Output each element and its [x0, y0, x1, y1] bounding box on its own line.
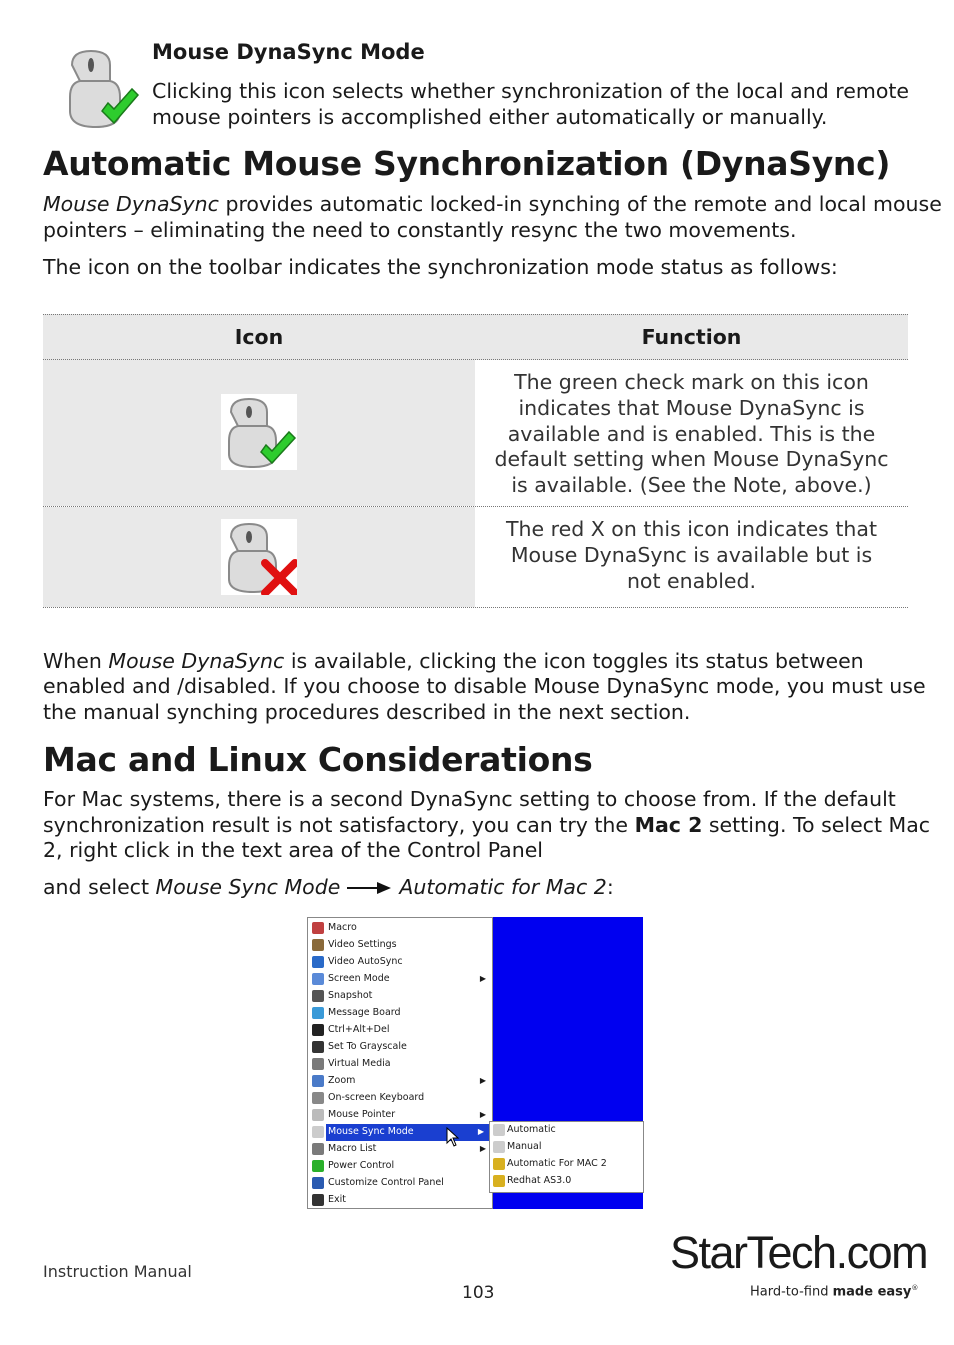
header-function: Function — [641, 325, 742, 349]
intro-line-2: mouse pointers is accomplished either automatically or manually. — [152, 105, 828, 129]
table-row — [43, 360, 908, 507]
menu-item-label: Customize Control Panel — [328, 1177, 444, 1188]
menu-item-label: Zoom — [328, 1075, 356, 1086]
function-line: The red X on this icon indicates that — [505, 517, 878, 541]
grayscale-icon — [312, 1041, 324, 1053]
mac-para-line-1: For Mac systems, there is a second DynaSync setting to choose from. If the default — [43, 787, 896, 811]
menu-item-video-autosync[interactable] — [308, 954, 492, 971]
menu-item-ctrl-alt-del[interactable] — [308, 1022, 492, 1039]
heading-mac-linux: Mac and Linux Considerations — [43, 740, 593, 779]
submenu-arrow-icon: ▶ — [479, 1144, 486, 1153]
menu-item-label: Video AutoSync — [328, 956, 403, 967]
mac-text: : — [606, 875, 614, 899]
function-line: available and is enabled. This is the — [507, 421, 876, 446]
mac-para-line-4 — [43, 874, 614, 900]
customize-icon — [312, 1177, 324, 1189]
menu-item-label: Exit — [328, 1194, 346, 1205]
pointer-icon — [312, 1109, 324, 1121]
header-icon: Icon — [234, 325, 284, 349]
menu-item-macro[interactable] — [308, 920, 492, 937]
intro-line-1: Clicking this icon selects whether synchronization of the local and remote — [152, 79, 910, 103]
menu-item-grayscale[interactable] — [308, 1039, 492, 1056]
menu-item-label: Set To Grayscale — [328, 1041, 407, 1052]
keys-icon — [312, 1024, 324, 1036]
function-line: The green check mark on this icon — [514, 370, 869, 394]
menu-item-mouse-sync-mode[interactable] — [326, 1124, 490, 1141]
dynasync-para-2: The icon on the toolbar indicates the synchronization mode status as follows: — [43, 255, 838, 279]
menu-item-label: Video Settings — [328, 939, 397, 950]
footer-doc-label: Instruction Manual — [43, 1262, 192, 1281]
menu-path-2: Automatic for Mac 2 — [399, 875, 607, 899]
submenu-item-label: Automatic For MAC 2 — [507, 1158, 607, 1169]
table-icon-cell — [43, 507, 475, 607]
menu-item-onscreen-keyboard[interactable] — [308, 1090, 492, 1107]
power-icon — [312, 1160, 324, 1172]
function-line: default setting when Mouse DynaSync — [494, 447, 889, 472]
toggle-italic: Mouse DynaSync — [108, 649, 285, 673]
submenu-item-manual[interactable] — [490, 1139, 640, 1156]
autosync-icon — [312, 956, 324, 968]
mouse-check-icon — [221, 394, 297, 470]
submenu-item-label: Manual — [507, 1141, 542, 1152]
toggle-para-line-3: the manual synching procedures described in the next section. — [43, 700, 691, 724]
mouse-check-icon — [493, 1124, 505, 1136]
mouse-sync-icon — [312, 1126, 324, 1138]
status-table — [43, 314, 908, 608]
tagline-bold: made easy — [832, 1284, 912, 1300]
mouse-cursor-icon — [446, 1127, 460, 1147]
mouse-dynasync-enabled-icon — [62, 45, 140, 131]
intro-title: Mouse DynaSync Mode — [152, 40, 425, 64]
heading-dynasync: Automatic Mouse Synchronization (DynaSync) — [43, 144, 891, 183]
menu-item-label: Macro List — [328, 1143, 377, 1154]
submenu-item-label: Automatic — [507, 1124, 556, 1135]
menu-item-customize[interactable] — [308, 1175, 492, 1192]
submenu-arrow-icon: ▶ — [479, 1076, 486, 1085]
mac-para-line-3: 2, right click in the text area of the Control Panel — [43, 838, 544, 862]
menu-item-mouse-pointer[interactable] — [308, 1107, 492, 1124]
list-icon — [312, 1143, 324, 1155]
menu-item-label: Mouse Pointer — [328, 1109, 396, 1120]
submenu-item-redhat[interactable] — [490, 1173, 640, 1190]
submenu-item-label: Redhat AS3.0 — [507, 1175, 572, 1186]
dynasync-para-1 — [43, 191, 942, 217]
menu-item-zoom[interactable] — [308, 1073, 492, 1090]
menu-item-video-settings[interactable] — [308, 937, 492, 954]
wrench-icon — [312, 939, 324, 951]
toggle-text: is available, clicking the icon toggles its status between — [284, 649, 864, 673]
menu-item-label: Message Board — [328, 1007, 401, 1018]
submenu-arrow-icon: ▶ — [477, 1127, 484, 1136]
toggle-para-line-1 — [43, 648, 864, 674]
mac-text: synchronization result is not satisfactory, you can try the — [43, 813, 635, 837]
menu-path-1: Mouse Sync Mode — [155, 875, 341, 899]
macro-icon — [312, 922, 324, 934]
mac-icon — [493, 1158, 505, 1170]
mac2-bold: Mac 2 — [634, 813, 703, 837]
menu-item-label: Virtual Media — [328, 1058, 391, 1069]
menu-item-label: Power Control — [328, 1160, 395, 1171]
submenu-item-automatic-mac2[interactable] — [490, 1156, 640, 1173]
mac-text: setting. To select Mac — [702, 813, 931, 837]
page-number: 103 — [462, 1283, 495, 1303]
context-menu — [307, 917, 493, 1209]
menu-item-macro-list[interactable] — [308, 1141, 492, 1158]
arrow-right-icon — [347, 881, 393, 895]
tagline-text: Hard-to-find — [750, 1284, 833, 1300]
submenu-item-automatic[interactable] — [490, 1122, 640, 1139]
table-function-cell — [475, 507, 908, 607]
table-header — [43, 314, 908, 360]
message-icon — [312, 1007, 324, 1019]
menu-item-label: Screen Mode — [328, 973, 390, 984]
table-function-cell — [475, 360, 908, 506]
function-line: not enabled. — [626, 568, 757, 593]
menu-item-label: Snapshot — [328, 990, 373, 1001]
function-line: indicates that Mouse DynaSync is — [518, 395, 865, 420]
menu-item-label: Macro — [328, 922, 357, 933]
submenu-arrow-icon: ▶ — [479, 974, 486, 983]
menu-item-exit[interactable] — [308, 1192, 492, 1209]
dynasync-italic: Mouse DynaSync — [43, 192, 219, 216]
dynasync-para-1-rest: provides automatic locked-in synching of the remote and local mouse — [218, 192, 942, 216]
menu-item-label: On-screen Keyboard — [328, 1092, 425, 1103]
mac-para-line-2 — [43, 812, 930, 838]
exit-icon — [312, 1194, 324, 1206]
function-line: is available. (See the Note, above.) — [511, 473, 872, 498]
function-line: Mouse DynaSync is available but is — [510, 542, 873, 567]
mac-text: and select — [43, 875, 156, 899]
keyboard-icon — [312, 1092, 324, 1104]
mouse-sync-submenu — [489, 1121, 644, 1193]
table-row — [43, 507, 908, 608]
toggle-text: When — [43, 649, 109, 673]
menu-item-virtual-media[interactable] — [308, 1056, 492, 1073]
startech-logo: StarTech.com — [670, 1227, 928, 1278]
menu-item-snapshot[interactable] — [308, 988, 492, 1005]
menu-item-power-control[interactable] — [308, 1158, 492, 1175]
dynasync-para-1-line-2: pointers – eliminating the need to constantly resync the two movements. — [43, 218, 797, 242]
screen-icon — [312, 973, 324, 985]
redhat-icon — [493, 1175, 505, 1187]
table-icon-cell — [43, 360, 475, 506]
mouse-x-icon — [493, 1141, 505, 1153]
menu-item-mouse-sync-mode-wrap — [308, 1124, 492, 1141]
submenu-arrow-icon: ▶ — [479, 1110, 486, 1119]
menu-item-screen-mode[interactable] — [308, 971, 492, 988]
media-icon — [312, 1058, 324, 1070]
zoom-icon — [312, 1075, 324, 1087]
menu-item-label: Ctrl+Alt+Del — [328, 1024, 390, 1035]
toggle-para-line-2: enabled and /disabled. If you choose to disable Mouse DynaSync mode, you must use — [43, 674, 926, 698]
registered-mark: ® — [911, 1284, 919, 1292]
menu-item-message-board[interactable] — [308, 1005, 492, 1022]
tagline — [750, 1284, 918, 1299]
camera-icon — [312, 990, 324, 1002]
menu-item-label: Mouse Sync Mode — [328, 1126, 414, 1137]
mouse-x-icon — [221, 519, 297, 595]
